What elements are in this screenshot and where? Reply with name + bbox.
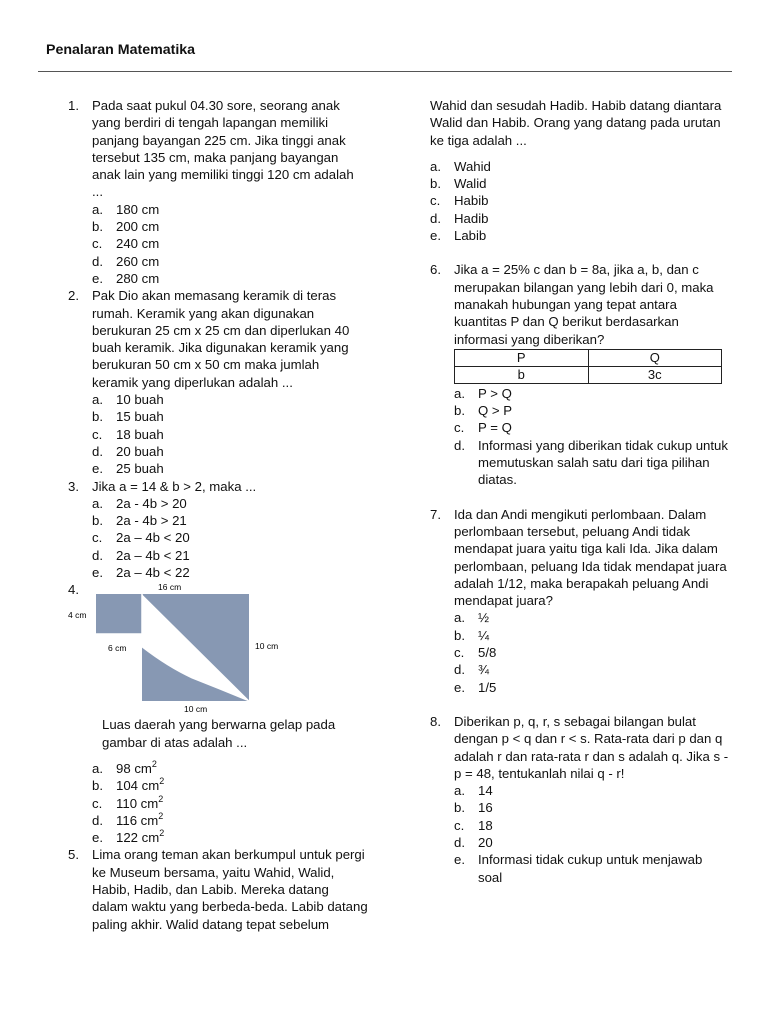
table-cell-p: b [455, 366, 589, 383]
option-b: b. 104 $cm^2$ [92, 776, 165, 794]
option-d: d. 2a – 4b < 21 [92, 547, 190, 563]
question-2 [68, 287, 368, 477]
question-number: 1. [68, 98, 79, 113]
option-b: b. Walid [430, 176, 487, 192]
question-number: 4. [68, 582, 79, 598]
table-header-p: P [455, 349, 589, 366]
question-number: 2. [68, 288, 79, 304]
option-a: a. P > Q [454, 385, 512, 401]
figure-area [68, 581, 368, 715]
label-left: 4 cm [68, 610, 87, 621]
option-d: d. 20 [454, 834, 493, 850]
question-6 [430, 261, 730, 488]
question-number: 5. [68, 847, 79, 863]
option-a: a. 180 cm [92, 201, 160, 217]
option-list [430, 158, 730, 244]
question-4 [68, 581, 368, 846]
option-a: a. ½ [454, 610, 489, 626]
option-e: e. 1/5 [454, 679, 497, 695]
option-a: a. 14 [454, 783, 493, 799]
option-e: e. 280 cm [92, 270, 160, 286]
question-3 [68, 478, 368, 582]
option-c: c. 5/8 [454, 645, 497, 661]
option-a: a. Wahid [430, 158, 491, 174]
option-d: d. 260 cm [92, 253, 160, 269]
option-e: e. Informasi tidak cukup untuk menjawab soal [454, 852, 703, 885]
question-number: 7. [430, 506, 441, 522]
option-b: b. 15 buah [92, 409, 164, 425]
option-list [92, 495, 368, 581]
question-5 [68, 846, 368, 932]
question-number: 3. [68, 478, 79, 494]
option-c: c. 18 buah [92, 426, 164, 442]
option-c: c. P = Q [454, 420, 512, 436]
option-e: e. 122 $cm^2$ [92, 828, 165, 846]
option-list [454, 385, 730, 489]
label-right: 10 cm [255, 641, 279, 652]
option-list [92, 760, 368, 846]
small-square [96, 594, 142, 634]
option-list [454, 782, 730, 886]
option-list [454, 609, 730, 695]
question-1 [68, 97, 368, 287]
label-top: 16 cm [158, 582, 182, 593]
shaded-region-figure [68, 581, 302, 715]
question-text: Jika a = 14 & b > 2, maka ... [92, 478, 257, 494]
question-text: Pak Dio akan memasang keramik di teras rumah. Keramik yang akan digunakan berukuran 25 cm x 25 cm dan diperlukan 40 buah keramik. Jika digunakan keramik yang berukuran 50 cm x 50 cm maka jumlah keramik yang diperlukan adalah ... [92, 288, 350, 390]
option-e: e. 25 buah [92, 461, 164, 477]
question-number: 8. [430, 713, 441, 729]
option-c: c. Habib [430, 193, 489, 209]
option-list [92, 391, 368, 477]
option-e: e. Labib [430, 228, 487, 244]
option-b: b. 16 [454, 800, 493, 816]
question-number: 6. [430, 262, 441, 278]
option-c: c. 2a – 4b < 20 [92, 530, 190, 546]
option-b: b. 200 cm [92, 219, 160, 235]
option-a: a. 2a - 4b > 20 [92, 495, 187, 511]
option-d: d. ¾ [454, 662, 489, 678]
option-b: b. ¼ [454, 627, 489, 643]
page-title: Penalaran Matematika [46, 42, 196, 58]
option-b: b. 2a - 4b > 21 [92, 513, 187, 529]
left-column [68, 97, 368, 933]
option-a: a. 98 $cm^2$ [92, 758, 157, 776]
option-b: b. Q > P [454, 403, 513, 419]
label-bottom: 10 cm [184, 704, 208, 715]
question-text: Lima orang teman akan berkumpul untuk pergi ke Museum bersama, yaitu Wahid, Walid, Habib, Hadib, dan Labib. Mereka datang dalam waktu yang berbeda-beda. Labib datang paling akhir. Walid datang tepat sebelum [92, 847, 368, 932]
question-text: Pada saat pukul 04.30 sore, seorang anak yang berdiri di tengah lapangan memiliki panjang bayangan 225 cm. Jika tinggi anak tersebut 135 cm, maka panjang bayangan anak lain yang memiliki tinggi 120 cm adalah ... [92, 98, 354, 200]
option-c: c. 240 cm [92, 236, 160, 252]
table-header-q: Q [588, 349, 722, 366]
option-c: c. 18 [454, 817, 493, 833]
option-e: e. 2a – 4b < 22 [92, 565, 190, 581]
question-text: Luas daerah yang berwarna gelap pada gambar di atas adalah ... [102, 717, 336, 750]
question-5-continued [430, 97, 730, 244]
question-8 [430, 713, 730, 886]
question-text: Diberikan p, q, r, s sebagai bilangan bulat dengan p < q dan r < s. Rata-rata dari p dan q adalah r dan rata-rata r dan s adalah q. Jika s - p = 48, tentukanlah nilai q - r! [454, 713, 729, 781]
option-d: d. 116 $cm^2$ [92, 810, 164, 828]
option-d: d. 20 buah [92, 443, 164, 459]
label-inner: 6 cm [108, 643, 127, 654]
option-d: d. Informasi yang diberikan tidak cukup untuk memutuskan salah satu dari tiga pilihan diatas. [454, 437, 728, 488]
option-a: a. 10 buah [92, 392, 164, 408]
question-text: Jika a = 25% c dan b = 8a, jika a, b, dan c merupakan bilangan yang lebih dari 0, maka manakah hubungan yang tepat antara kuantitas P dan Q berikut berdasarkan informasi yang diberikan? [454, 262, 714, 347]
option-d: d. Hadib [430, 210, 489, 226]
question-text-continued: Wahid dan sesudah Hadib. Habib datang diantara Walid dan Habib. Orang yang datang pada urutan ke tiga adalah ... [430, 98, 722, 148]
option-list [92, 201, 368, 287]
table-cell-q: 3c [588, 366, 722, 383]
option-c: c. 110 $cm^2$ [92, 793, 164, 811]
right-column [430, 97, 730, 886]
header-divider [38, 71, 732, 72]
question-text: Ida dan Andi mengikuti perlombaan. Dalam perlombaan tersebut, peluang Andi tidak mendapat juara yaitu tiga kali Ida. Jika dalam perlombaan, peluang Ida tidak mendapat juara adalah 1/12, maka berapakah peluang Andi mendapat juara? [454, 506, 727, 609]
question-7 [430, 506, 730, 696]
quantity-table [454, 349, 722, 384]
